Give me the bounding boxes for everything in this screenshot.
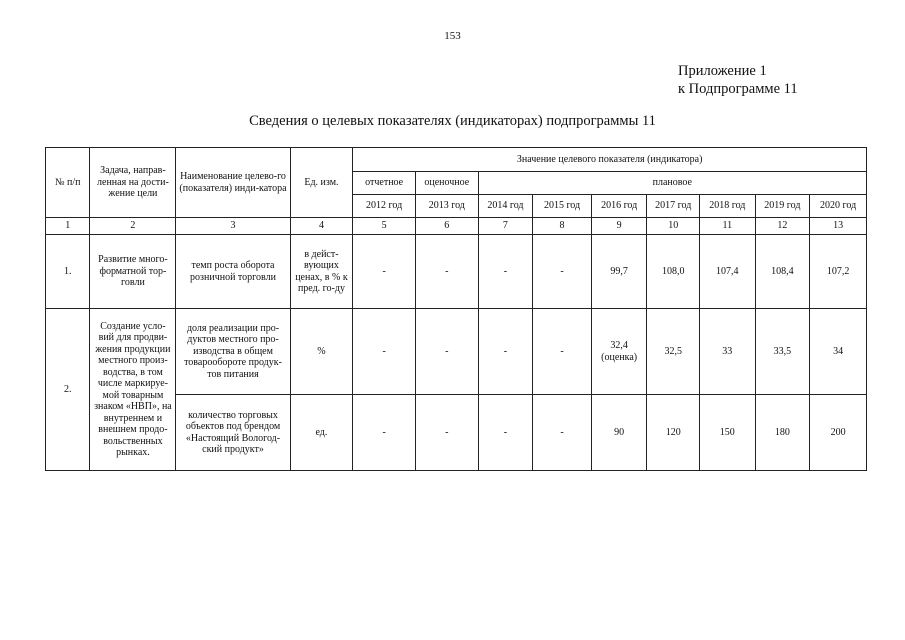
column-number: 5 xyxy=(353,218,416,235)
header-unit: Ед. изм. xyxy=(290,148,353,218)
column-number: 11 xyxy=(700,218,756,235)
value-cell: 180 xyxy=(755,395,810,471)
column-number: 8 xyxy=(533,218,592,235)
value-cell: - xyxy=(353,395,416,471)
value-cell: 120 xyxy=(647,395,700,471)
page-number: 153 xyxy=(444,30,461,42)
column-number: 2 xyxy=(90,218,176,235)
value-cell: 33 xyxy=(700,309,756,395)
column-number: 13 xyxy=(810,218,867,235)
document-title: Сведения о целевых показателях (индикаторах) подпрограммы 11 xyxy=(249,113,656,129)
value-cell: - xyxy=(533,395,592,471)
row-task: Создание усло-вий для продви-жения продукции местного произ-водства, в том числе маркируе-мой товарным знаком «НВП», на внутреннем и внешнем продо-вольственных рынках. xyxy=(90,309,176,471)
value-cell: 107,4 xyxy=(700,235,756,309)
value-cell: - xyxy=(415,395,478,471)
value-cell: 90 xyxy=(591,395,647,471)
year-header: 2017 год xyxy=(647,195,700,218)
column-number: 4 xyxy=(290,218,353,235)
value-cell: - xyxy=(478,309,533,395)
header-num: № п/п xyxy=(46,148,90,218)
row-num: 2. xyxy=(46,309,90,471)
value-cell: 99,7 xyxy=(591,235,647,309)
value-cell: 108,4 xyxy=(755,235,810,309)
row-unit: ед. xyxy=(290,395,353,471)
value-cell: 200 xyxy=(810,395,867,471)
appendix-line-1: Приложение 1 xyxy=(678,63,767,79)
column-number: 1 xyxy=(46,218,90,235)
column-number: 7 xyxy=(478,218,533,235)
value-cell: 34 xyxy=(810,309,867,395)
year-header: 2016 год xyxy=(591,195,647,218)
row-indicator: доля реализации про-дуктов местного про-изводства в общем товарообороте продук-тов питания xyxy=(176,309,290,395)
row-indicator: темп роста оборота розничной торговли xyxy=(176,235,290,309)
header-indicator: Наименование целево-го (показателя) инди-катора xyxy=(176,148,290,218)
value-cell: - xyxy=(478,395,533,471)
value-cell: 108,0 xyxy=(647,235,700,309)
value-cell: - xyxy=(353,309,416,395)
column-number: 3 xyxy=(176,218,290,235)
column-number: 9 xyxy=(591,218,647,235)
column-number: 12 xyxy=(755,218,810,235)
appendix-reference xyxy=(678,62,798,98)
year-header: 2012 год xyxy=(353,195,416,218)
value-cell: - xyxy=(533,309,592,395)
row-indicator: количество торговых объектов под брендом «Настоящий Вологод-ский продукт» xyxy=(176,395,290,471)
column-numbers-row xyxy=(46,218,867,235)
appendix-line-2: к Подпрограмме 11 xyxy=(678,81,798,97)
value-cell: - xyxy=(478,235,533,309)
year-header: 2014 год xyxy=(478,195,533,218)
value-cell: 32,4 (оценка) xyxy=(591,309,647,395)
row-task: Развитие много-форматной тор-говли xyxy=(90,235,176,309)
header-planned: плановое xyxy=(478,172,866,195)
column-number: 10 xyxy=(647,218,700,235)
value-cell: - xyxy=(415,235,478,309)
value-cell: 33,5 xyxy=(755,309,810,395)
header-reported: отчетное xyxy=(353,172,416,195)
row-unit: в дейст-вующих ценах, в % к пред. го-ду xyxy=(290,235,353,309)
year-header: 2019 год xyxy=(755,195,810,218)
table-row xyxy=(46,235,867,309)
year-header: 2015 год xyxy=(533,195,592,218)
value-cell: - xyxy=(533,235,592,309)
header-row xyxy=(46,148,867,172)
row-unit: % xyxy=(290,309,353,395)
value-cell: - xyxy=(415,309,478,395)
value-cell: - xyxy=(353,235,416,309)
indicators-table xyxy=(45,147,867,471)
header-estimated: оценочное xyxy=(415,172,478,195)
row-num: 1. xyxy=(46,235,90,309)
year-header: 2018 год xyxy=(700,195,756,218)
column-number: 6 xyxy=(415,218,478,235)
year-header: 2020 год xyxy=(810,195,867,218)
year-header: 2013 год xyxy=(415,195,478,218)
value-cell: 107,2 xyxy=(810,235,867,309)
value-cell: 32,5 xyxy=(647,309,700,395)
header-task: Задача, направ-ленная на дости-жение цели xyxy=(90,148,176,218)
value-cell: 150 xyxy=(700,395,756,471)
header-value: Значение целевого показателя (индикатора) xyxy=(353,148,867,172)
table-row xyxy=(46,309,867,395)
